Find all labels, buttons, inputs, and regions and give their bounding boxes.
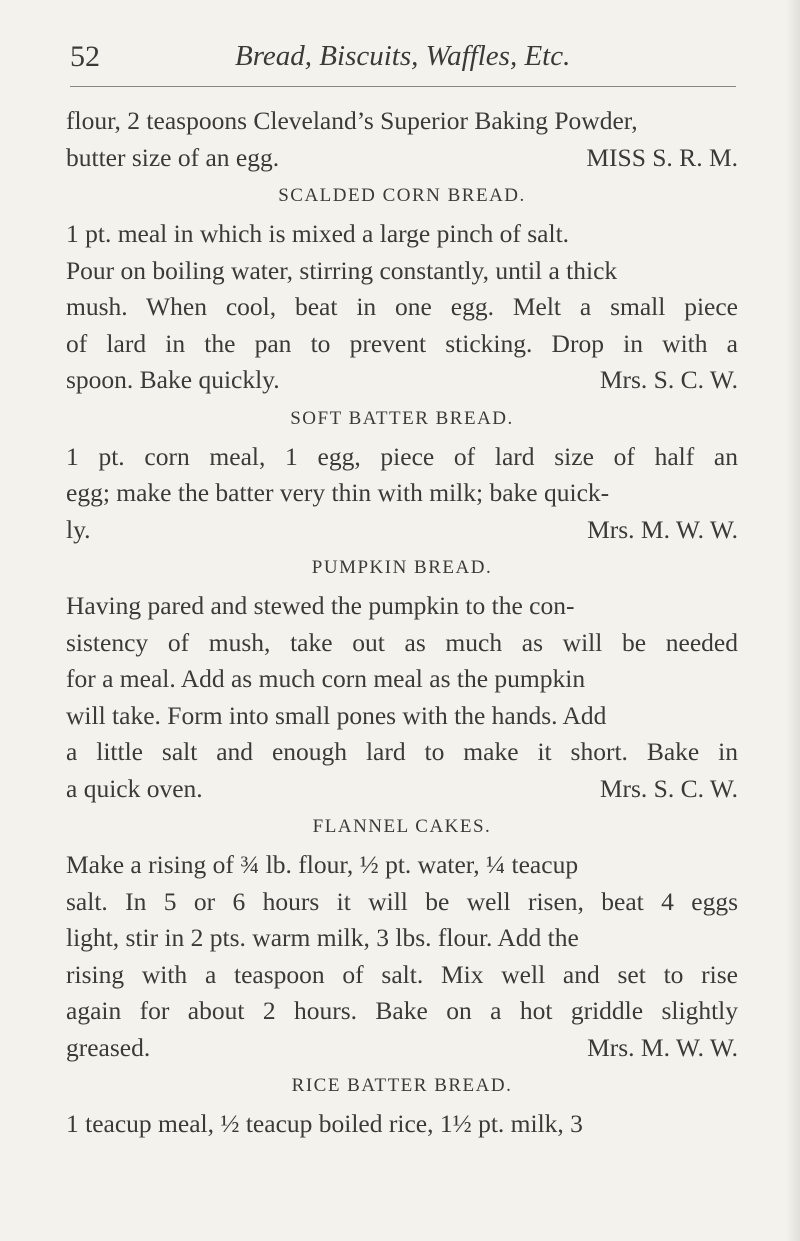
text-line: [66, 216, 738, 253]
text-line: [66, 698, 738, 735]
text-line-with-byline: [66, 362, 738, 399]
recipe-title: RICE BATTER BREAD.: [291, 1075, 513, 1096]
text-line: [66, 439, 738, 476]
text-line-content: Pour on boiling water, stirring constantly, until a thick: [66, 255, 618, 285]
text-line-content: salt. In 5 or 6 hours it will be well risen, beat 4 eggs: [66, 886, 738, 916]
text-line: [66, 884, 738, 921]
text-line: [66, 957, 738, 994]
recipe-attribution: Mrs. S. C. W.: [599, 365, 738, 394]
text-line: ly.: [66, 514, 91, 544]
text-line-content: mush. When cool, beat in one egg. Melt a small piece: [66, 292, 738, 321]
text-line-content: flour, 2 teaspoons Cleveland’s Superior Baking Powder,: [66, 106, 638, 135]
recipe-attribution: MISS S. R. M.: [586, 142, 738, 172]
text-line: butter size of an egg.: [66, 142, 280, 172]
text-line: [66, 253, 738, 290]
text-line-content: egg; make the batter very thin with milk; bake quick-: [66, 478, 610, 507]
text-line-content: sistency of mush, take out as much as will be needed: [66, 627, 738, 657]
recipe-attribution: Mrs. S. C. W.: [599, 773, 738, 803]
text-line-with-byline: [66, 1030, 738, 1067]
text-line: [66, 993, 738, 1030]
text-line: [66, 475, 738, 512]
running-head: Bread, Biscuits, Waffles, Etc.: [235, 40, 571, 72]
text-line: [66, 289, 738, 326]
text-line-content: again for about 2 hours. Bake on a hot griddle slightly: [66, 996, 738, 1025]
text-line: [66, 625, 738, 662]
text-line-content: light, stir in 2 pts. warm milk, 3 lbs. flour. Add the: [66, 923, 579, 952]
text-line-content: rising with a teaspoon of salt. Mix well and set to rise: [66, 959, 738, 989]
text-line: a quick oven.: [66, 773, 203, 803]
text-line: [66, 588, 738, 625]
page-number: 52: [70, 40, 100, 73]
text-line: [66, 661, 738, 698]
header-rule: [70, 86, 736, 87]
text-line-content: 1 teacup meal, ½ teacup boiled rice, 1½ pt. milk, 3: [66, 1109, 583, 1138]
text-line: [66, 326, 738, 363]
recipe-attribution: Mrs. M. W. W.: [587, 514, 738, 544]
text-line-with-byline: [66, 512, 738, 549]
text-line-content: of lard in the pan to prevent sticking. Drop in with a: [66, 328, 738, 358]
text-line-with-byline: [66, 140, 738, 177]
text-line-content: Make a rising of ¾ lb. flour, ½ pt. water, ¼ teacup: [66, 850, 579, 879]
page-edge-shadow: [786, 0, 800, 1241]
text-line: greased.: [66, 1032, 151, 1062]
recipe-text: [66, 103, 738, 1143]
text-line-content: 1 pt. corn meal, 1 egg, piece of lard size of half an: [66, 441, 738, 471]
text-line: [66, 734, 738, 771]
text-line: [66, 1106, 738, 1143]
page-header: [70, 40, 740, 80]
text-line: [66, 847, 738, 884]
text-line: spoon. Bake quickly.: [66, 365, 280, 394]
recipe-title: PUMPKIN BREAD.: [311, 557, 493, 578]
text-line-content: a little salt and enough lard to make it short. Bake in: [66, 737, 738, 766]
recipe-title: FLANNEL CAKES.: [312, 816, 492, 837]
recipe-title: SOFT BATTER BREAD.: [290, 407, 514, 429]
recipe-title: SCALDED CORN BREAD.: [278, 185, 526, 206]
text-line-with-byline: [66, 771, 738, 808]
text-line: [66, 920, 738, 957]
text-line-content: will take. Form into small pones with the hands. Add: [66, 700, 607, 730]
text-line-content: Having pared and stewed the pumpkin to the con-: [66, 591, 575, 620]
text-line-content: for a meal. Add as much corn meal as the pumpkin: [66, 664, 586, 693]
recipe-attribution: Mrs. M. W. W.: [587, 1032, 738, 1062]
text-line-content: 1 pt. meal in which is mixed a large pinch of salt.: [66, 219, 570, 248]
text-line: [66, 103, 738, 140]
